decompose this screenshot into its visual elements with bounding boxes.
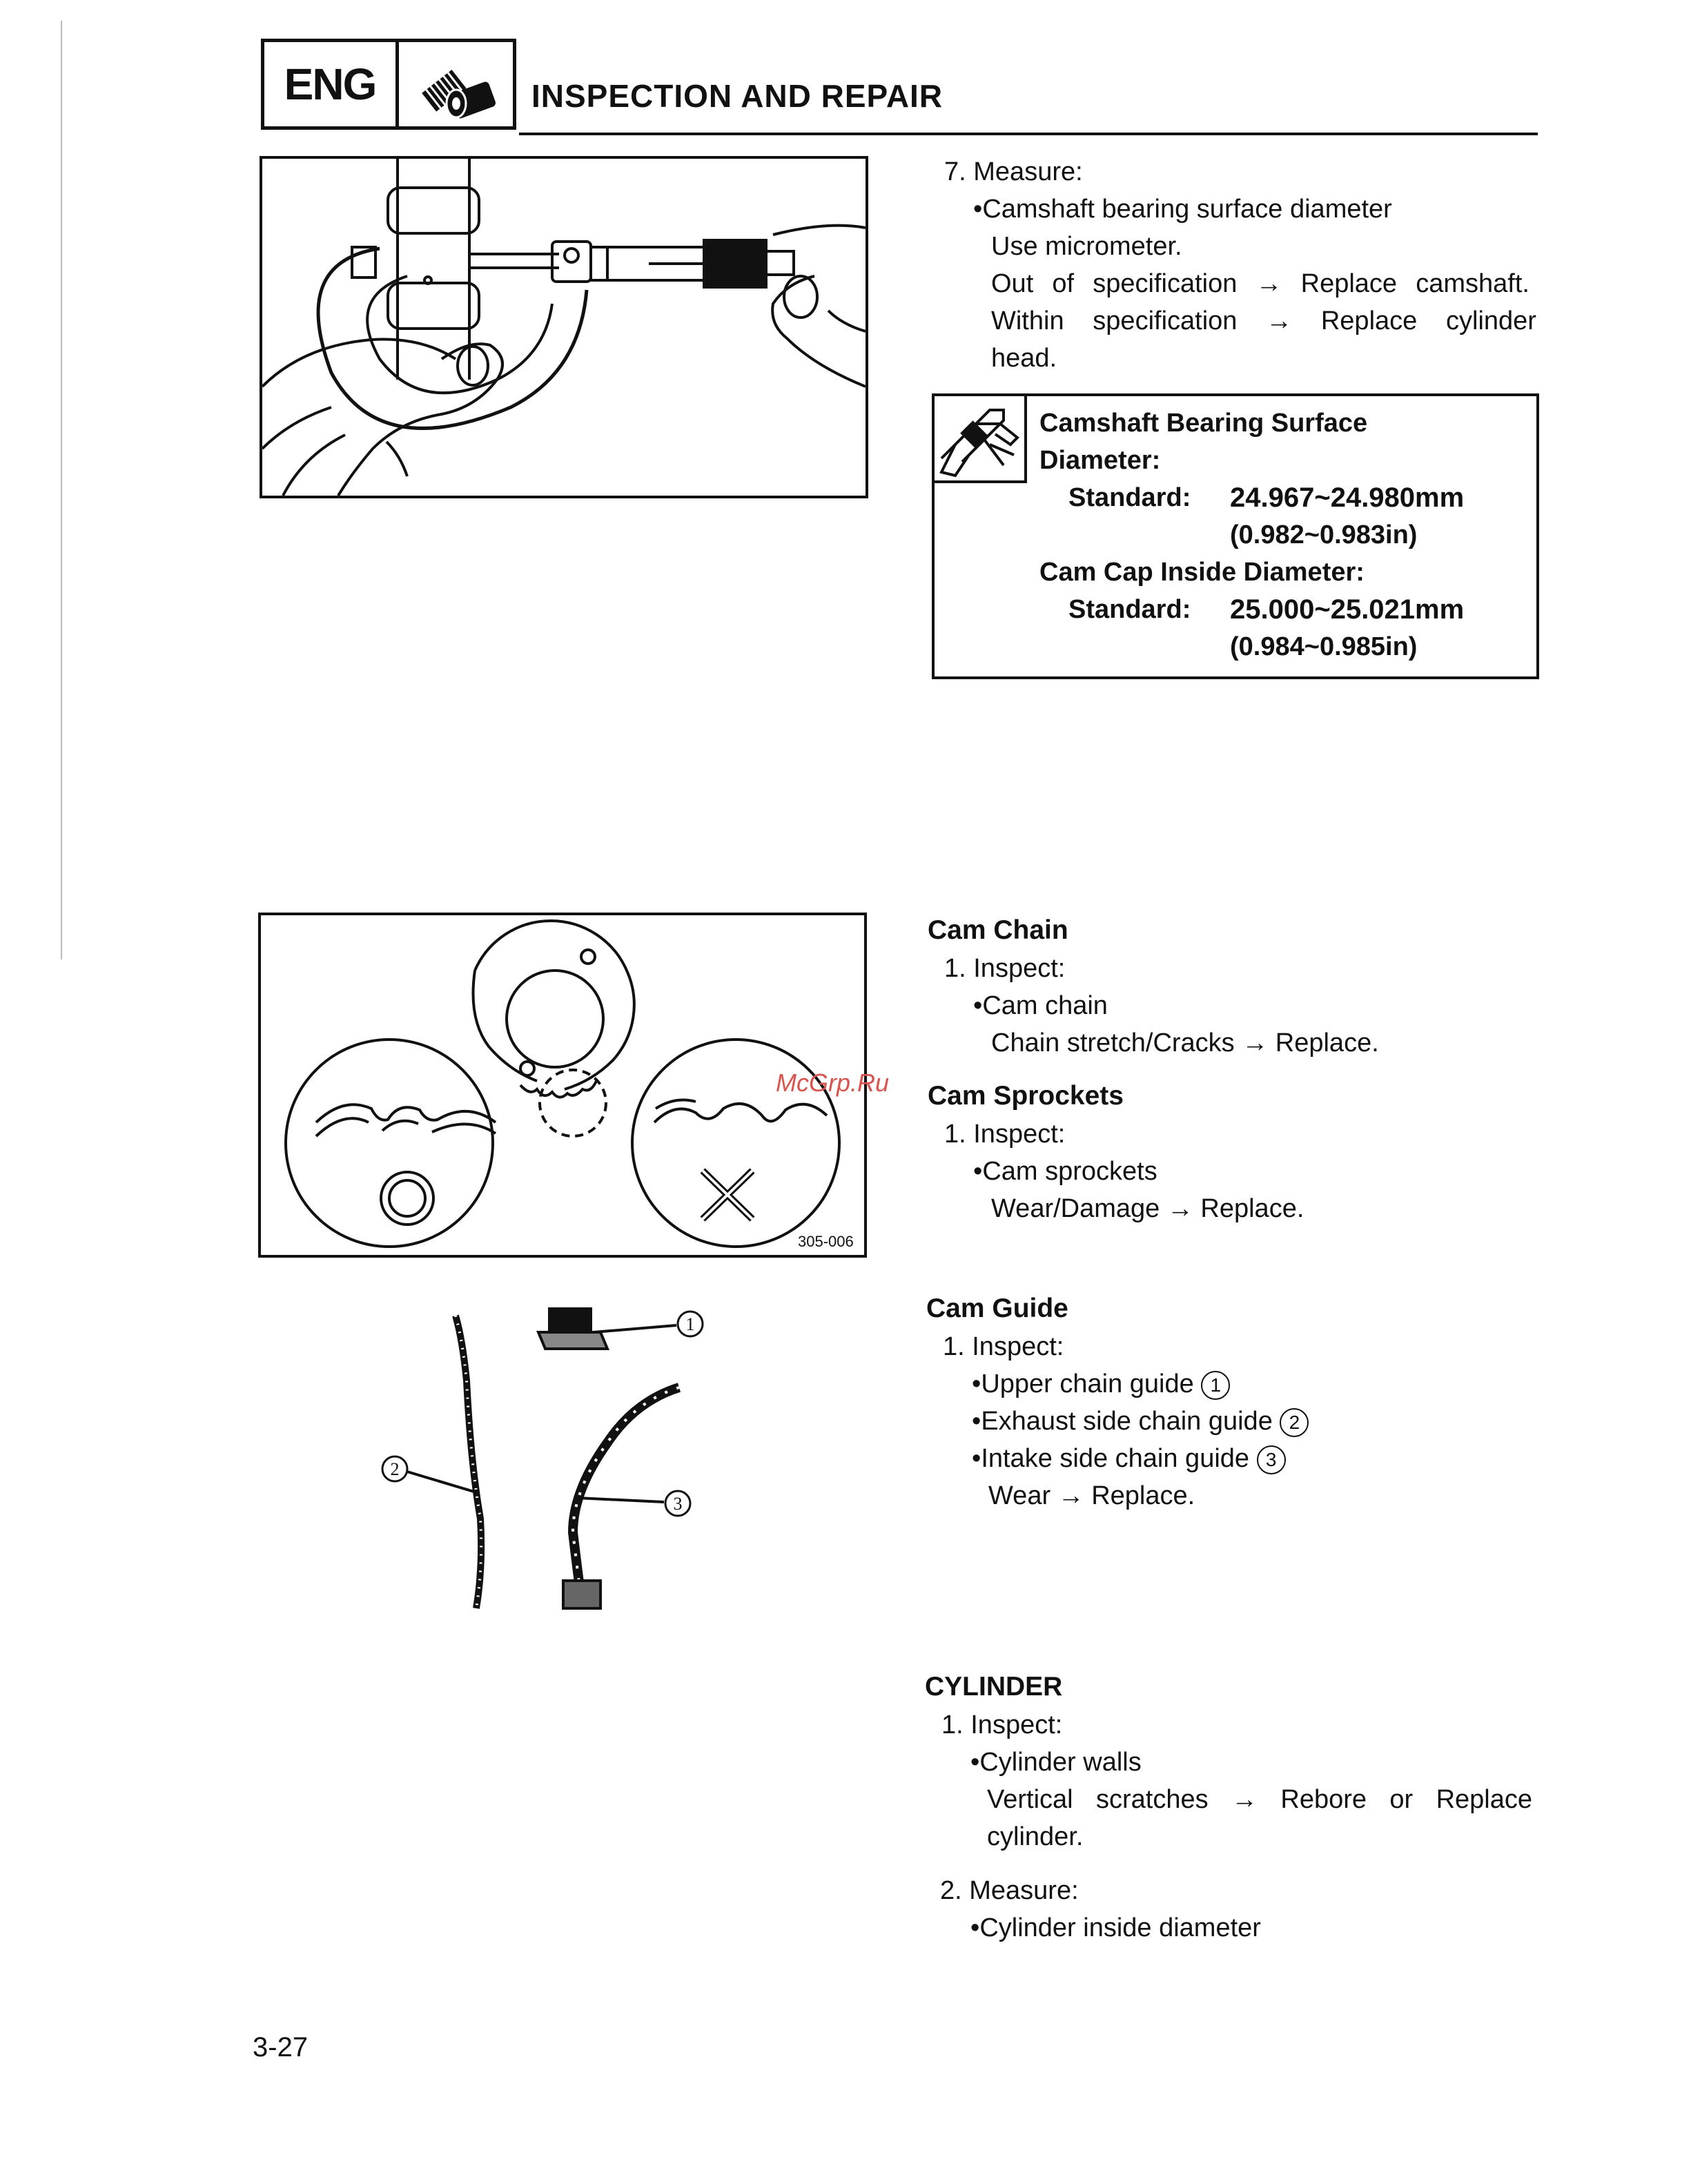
watermark: McGrp.Ru bbox=[776, 1069, 890, 1097]
item-label: Cylinder walls bbox=[979, 1748, 1142, 1777]
spec-title-1: Camshaft Bearing Surface bbox=[1039, 409, 1368, 438]
cylinder-step-1-item: •Cylinder walls bbox=[970, 1748, 1142, 1777]
callout-badge-3: 3 bbox=[1257, 1445, 1286, 1474]
cam-guide-heading: Cam Guide bbox=[926, 1294, 1068, 1323]
arrow: → bbox=[1231, 1785, 1258, 1814]
cylinder-step-2: 2. Measure: bbox=[940, 1876, 1079, 1905]
cylinder-step-2-item: •Cylinder inside diameter bbox=[970, 1913, 1261, 1942]
cam-sprockets-heading: Cam Sprockets bbox=[928, 1081, 1124, 1111]
word: camshaft. bbox=[1416, 269, 1529, 298]
item-label: Cylinder inside diameter bbox=[979, 1913, 1261, 1942]
cam-guide-item-2: •Exhaust side chain guide 2 bbox=[972, 1403, 1309, 1440]
figure-code: 305-006 bbox=[798, 1233, 854, 1250]
item-label: Cam sprockets bbox=[982, 1157, 1157, 1186]
callout-badge-1: 1 bbox=[1201, 1371, 1230, 1400]
word: specification bbox=[1093, 269, 1238, 298]
word: Replace bbox=[1300, 269, 1398, 298]
word: Replace bbox=[1436, 1785, 1532, 1814]
cylinder-step-1-cont: cylinder. bbox=[987, 1822, 1084, 1851]
cam-guide-item-3: •Intake side chain guide 3 bbox=[972, 1440, 1286, 1477]
section-code: ENG bbox=[264, 42, 399, 126]
chain-guides-figure bbox=[345, 1298, 732, 1629]
spec-std-label-2: Standard: bbox=[1068, 595, 1191, 624]
step-7-out-of-spec bbox=[991, 265, 1529, 302]
cylinder-step-1: 1. Inspect: bbox=[941, 1710, 1063, 1739]
cam-guide-item-1: •Upper chain guide 1 bbox=[972, 1365, 1230, 1403]
word: scratches bbox=[1096, 1785, 1209, 1814]
callout-badge-2: 2 bbox=[1280, 1408, 1309, 1437]
cam-sprockets-step: 1. Inspect: bbox=[944, 1120, 1066, 1149]
engine-bolt-icon bbox=[404, 46, 513, 123]
spec-std-value-2-in: (0.984~0.985in) bbox=[1230, 632, 1418, 661]
cam-guide-step: 1. Inspect: bbox=[943, 1332, 1064, 1361]
word: Replace bbox=[1320, 306, 1418, 335]
page-title: INSPECTION AND REPAIR bbox=[531, 78, 944, 114]
micrometer-figure bbox=[260, 156, 868, 498]
word: specification bbox=[1093, 306, 1238, 335]
arrow: → bbox=[1255, 269, 1282, 298]
item-label: Upper chain guide bbox=[981, 1369, 1194, 1398]
spec-cap-title: Cam Cap Inside Diameter: bbox=[1039, 558, 1365, 587]
header-rule bbox=[519, 133, 1538, 135]
cam-chain-item: •Cam chain bbox=[973, 991, 1108, 1020]
cam-sprockets-item: •Cam sprockets bbox=[973, 1157, 1157, 1186]
margin-line bbox=[61, 21, 62, 959]
caliper-icon bbox=[935, 396, 1027, 483]
spec-title-2: Diameter: bbox=[1039, 446, 1161, 475]
item-label: Camshaft bearing surface diameter bbox=[982, 195, 1392, 224]
cam-guide-result: Wear → Replace. bbox=[988, 1481, 1195, 1510]
callout-3: 3 bbox=[673, 1494, 683, 1514]
step-7-within-cont: head. bbox=[991, 344, 1057, 373]
word: Rebore bbox=[1280, 1785, 1367, 1814]
step-7-heading bbox=[944, 153, 1083, 191]
cylinder-step-1-result bbox=[987, 1781, 1532, 1818]
step-action: Measure: bbox=[973, 157, 1083, 186]
cam-chain-result: Chain stretch/Cracks → Replace. bbox=[991, 1028, 1379, 1057]
word: Within bbox=[991, 306, 1064, 335]
page-number: 3-27 bbox=[253, 2032, 309, 2063]
word: cylinder bbox=[1446, 306, 1536, 335]
item-label: Intake side chain guide bbox=[981, 1444, 1250, 1473]
word: of bbox=[1052, 269, 1075, 298]
step-7-tool: Use micrometer. bbox=[991, 232, 1182, 261]
item-label: Exhaust side chain guide bbox=[981, 1407, 1273, 1436]
arrow: → bbox=[1266, 306, 1293, 335]
spec-std-label-1: Standard: bbox=[1068, 483, 1191, 512]
spec-std-value-1-in: (0.982~0.983in) bbox=[1230, 520, 1418, 549]
word: Out bbox=[991, 269, 1034, 298]
spec-std-value-1: 24.967~24.980mm bbox=[1230, 482, 1465, 513]
cylinder-heading: CYLINDER bbox=[925, 1672, 1063, 1702]
step-7-within-spec bbox=[991, 302, 1536, 340]
step-7-item: •Camshaft bearing surface diameter bbox=[973, 195, 1392, 224]
word: or bbox=[1389, 1785, 1414, 1814]
word: Vertical bbox=[987, 1785, 1073, 1814]
cam-sprockets-result: Wear/Damage → Replace. bbox=[991, 1194, 1304, 1223]
item-label: Cam chain bbox=[982, 991, 1108, 1020]
callout-2: 2 bbox=[390, 1459, 400, 1479]
callout-1: 1 bbox=[685, 1314, 695, 1334]
spec-std-value-2: 25.000~25.021mm bbox=[1230, 594, 1465, 625]
cam-chain-heading: Cam Chain bbox=[928, 915, 1068, 945]
step-number: 7. bbox=[944, 157, 966, 186]
cam-chain-step: 1. Inspect: bbox=[944, 954, 1066, 983]
